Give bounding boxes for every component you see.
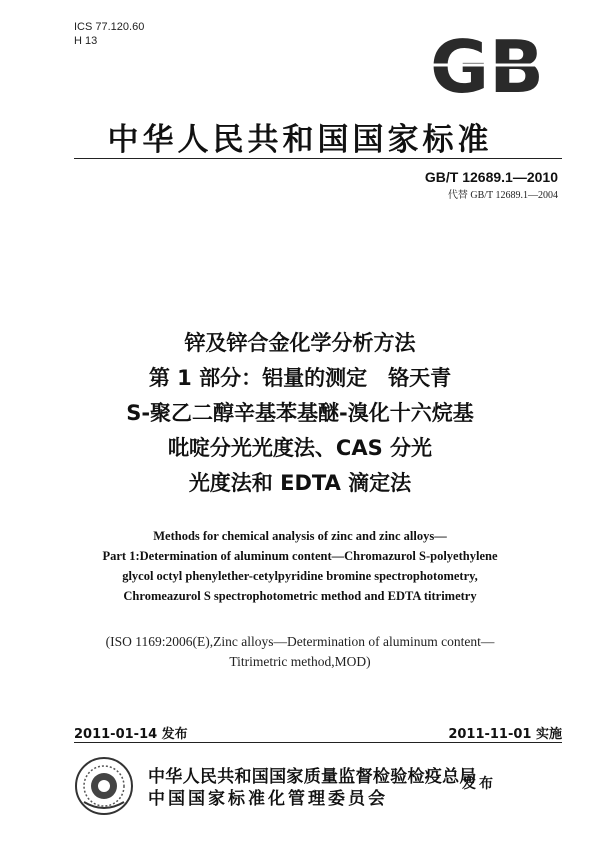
chinese-title-line: 第 1 部分：铝量的测定 铬天青 xyxy=(148,366,452,390)
standard-category-title: 中华人民共和国国家标准 xyxy=(107,122,493,158)
english-title-line: Chromeazurol S spectrophotometric method and EDTA titrimetry xyxy=(123,589,477,603)
publish-label: 发布 xyxy=(462,776,496,792)
english-title xyxy=(0,526,600,606)
english-title-line: glycol octyl phenylether-cetylpyridine bromine spectrophotometry, xyxy=(122,569,478,583)
chinese-title xyxy=(0,326,600,501)
issue-date: 2011-01-14 发布 xyxy=(74,727,188,742)
title-divider xyxy=(74,158,562,159)
english-title-line: Part 1:Determination of aluminum content—Chromazurol S-polyethylene xyxy=(102,549,498,563)
english-title-line: Methods for chemical analysis of zinc and zinc alloys— xyxy=(153,529,447,543)
ccs-code: H 13 xyxy=(74,35,98,47)
classification-codes xyxy=(74,20,144,48)
gb-logo xyxy=(420,30,555,100)
effective-date: 2011-11-01 实施 xyxy=(448,727,562,742)
iso-reference-line: Titrimetric method,MOD) xyxy=(229,654,371,669)
ics-code: ICS 77.120.60 xyxy=(74,21,145,33)
footer-divider xyxy=(74,742,562,743)
official-seal-icon xyxy=(74,756,134,816)
issuer-aqsiq: 中华人民共和国国家质量监督检验检疫总局 xyxy=(148,767,477,787)
gb-logo-text: GB xyxy=(430,30,544,100)
chinese-title-line: S-聚乙二醇辛基苯基醚-溴化十六烷基 xyxy=(126,401,474,425)
iso-reference-line: (ISO 1169:2006(E),Zinc alloys—Determination of aluminum content— xyxy=(105,634,495,649)
replaced-standard: 代替 GB/T 12689.1—2004 xyxy=(447,190,558,201)
chinese-title-line: 光度法和 EDTA 滴定法 xyxy=(188,471,412,495)
chinese-title-line: 锌及锌合金化学分析方法 xyxy=(184,331,416,355)
standard-number: GB/T 12689.1—2010 xyxy=(424,169,558,185)
iso-reference xyxy=(0,632,600,672)
issuer-sac: 中国国家标准化管理委员会 xyxy=(148,789,388,809)
chinese-title-line: 吡啶分光光度法、CAS 分光 xyxy=(167,436,433,460)
